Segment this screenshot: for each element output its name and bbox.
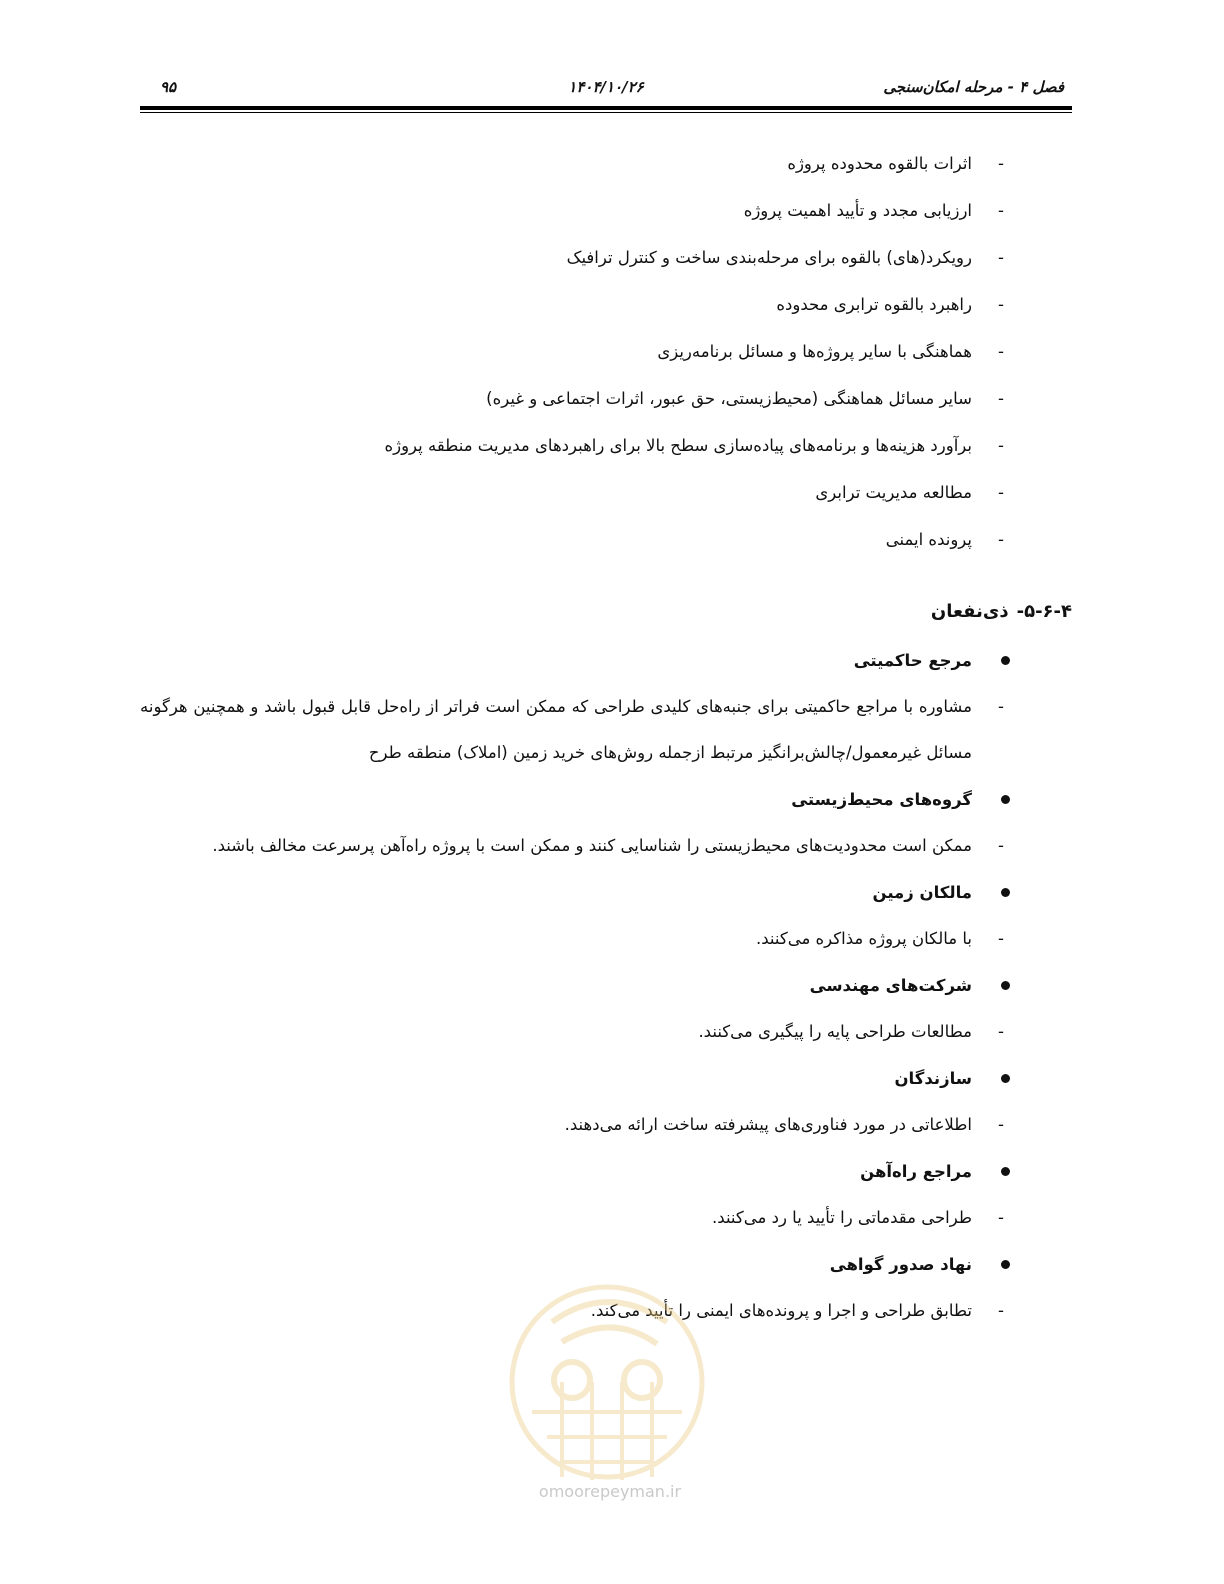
dash-marker: - bbox=[998, 1208, 1004, 1227]
list-item bbox=[140, 234, 1072, 281]
bullet-dot bbox=[1001, 795, 1010, 804]
list-item-text: رویکرد(های) بالقوه برای مرحله‌بندی ساخت و کنترل ترافیک bbox=[566, 248, 972, 267]
dash-marker: - bbox=[998, 342, 1004, 361]
list-item bbox=[140, 140, 1072, 187]
list-item bbox=[140, 187, 1072, 234]
stakeholder-text: طراحی مقدماتی را تأیید یا رد می‌کنند. bbox=[712, 1208, 972, 1227]
list-item bbox=[140, 516, 1072, 563]
list-item bbox=[140, 469, 1072, 516]
dash-marker: - bbox=[998, 154, 1004, 173]
bullet-dot bbox=[1001, 1167, 1010, 1176]
stakeholder-title: نهاد صدور گواهی bbox=[829, 1255, 972, 1274]
list-item bbox=[140, 422, 1072, 469]
stakeholder-text: با مالکان پروژه مذاکره می‌کنند. bbox=[755, 929, 972, 948]
dash-marker: - bbox=[998, 248, 1004, 267]
stakeholder-text: مطالعات طراحی پایه را پیگیری می‌کنند. bbox=[698, 1022, 972, 1041]
list-item-text: برآورد هزینه‌ها و برنامه‌های پیاده‌سازی سطح بالا برای راهبردهای مدیریت منطقه پروژه bbox=[384, 436, 972, 455]
dash-marker: - bbox=[998, 1022, 1004, 1041]
dash-marker: - bbox=[998, 295, 1004, 314]
chapter-title: فصل ۴ - مرحله امکان‌سنجی bbox=[883, 78, 1064, 96]
watermark-seal-icon bbox=[492, 1262, 722, 1502]
list-item-text: راهبرد بالقوه ترابری محدوده bbox=[776, 295, 972, 314]
bullet-dot bbox=[1001, 656, 1010, 665]
dash-marker: - bbox=[998, 1301, 1004, 1320]
stakeholder-description bbox=[140, 1009, 1072, 1055]
stakeholder-heading bbox=[140, 962, 1072, 1009]
page-body bbox=[140, 140, 1072, 1334]
stakeholder-description bbox=[140, 916, 1072, 962]
stakeholder-text: تطابق طراحی و اجرا و پرونده‌های ایمنی را تأیید می‌کند. bbox=[590, 1301, 972, 1320]
bullet-dot bbox=[1001, 1260, 1010, 1269]
stakeholder-heading bbox=[140, 869, 1072, 916]
dash-marker: - bbox=[998, 201, 1004, 220]
dash-marker: - bbox=[998, 1115, 1004, 1134]
section-heading bbox=[140, 587, 1072, 637]
stakeholder-title: مراجع راه‌آهن bbox=[860, 1162, 972, 1181]
stakeholder-title: مرجع حاکمیتی bbox=[853, 651, 972, 670]
stakeholder-heading bbox=[140, 1055, 1072, 1102]
stakeholder-title: گروه‌های محیط‌زیستی bbox=[791, 790, 972, 809]
bullet-dot bbox=[1001, 888, 1010, 897]
stakeholder-text: مشاوره با مراجع حاکمیتی برای جنبه‌های کلیدی طراحی که ممکن است فراتر از راه‌حل قابل قبول باشد و همچنین هرگونه مسائل غیرمعمول/چالش‌برانگیز مرتبط ازجمله روش‌های خرید زمین (املاک) منطقه طرح bbox=[140, 697, 972, 762]
bullet-dot bbox=[1001, 981, 1010, 990]
dash-marker: - bbox=[998, 389, 1004, 408]
stakeholder-description bbox=[140, 684, 1072, 776]
stakeholder-text: ممکن است محدودیت‌های محیط‌زیستی را شناسایی کنند و ممکن است با پروژه راه‌آهن پرسرعت مخالف باشند. bbox=[212, 836, 972, 855]
stakeholder-description bbox=[140, 823, 1072, 869]
stakeholder-description bbox=[140, 1102, 1072, 1148]
page-header bbox=[140, 72, 1072, 102]
list-item bbox=[140, 375, 1072, 422]
list-item-text: ارزیابی مجدد و تأیید اهمیت پروژه bbox=[743, 201, 972, 220]
dash-marker: - bbox=[998, 836, 1004, 855]
dash-marker: - bbox=[998, 483, 1004, 502]
dash-marker: - bbox=[998, 697, 1004, 716]
stakeholder-text: اطلاعاتی در مورد فناوری‌های پیشرفته ساخت ارائه می‌دهند. bbox=[564, 1115, 972, 1134]
section-number: ۵-۶-۴- bbox=[1016, 601, 1072, 622]
list-item-text: اثرات بالقوه محدوده پروژه bbox=[787, 154, 972, 173]
list-item-text: پرونده ایمنی bbox=[885, 530, 972, 549]
page-number: ۹۵ bbox=[160, 78, 177, 96]
stakeholder-title: شرکت‌های مهندسی bbox=[809, 976, 972, 995]
header-date: ۱۴۰۴/۱۰/۲۶ bbox=[568, 78, 644, 96]
stakeholder-title: مالکان زمین bbox=[872, 883, 972, 902]
dash-marker: - bbox=[998, 929, 1004, 948]
header-rule-thin bbox=[140, 112, 1072, 113]
stakeholder-title: سازندگان bbox=[894, 1069, 972, 1088]
bullet-dot bbox=[1001, 1074, 1010, 1083]
stakeholder-heading bbox=[140, 776, 1072, 823]
header-rule-thick bbox=[140, 106, 1072, 110]
list-item bbox=[140, 281, 1072, 328]
dash-marker: - bbox=[998, 436, 1004, 455]
stakeholder-description bbox=[140, 1195, 1072, 1241]
stakeholder-heading bbox=[140, 1148, 1072, 1195]
watermark-url: omoorepeyman.ir bbox=[538, 1482, 682, 1501]
list-item-text: هماهنگی با سایر پروژه‌ها و مسائل برنامه‌ریزی bbox=[657, 342, 972, 361]
stakeholder-heading bbox=[140, 637, 1072, 684]
list-item-text: مطالعه مدیریت ترابری bbox=[815, 483, 972, 502]
list-item-text: سایر مسائل هماهنگی (محیط‌زیستی، حق عبور، اثرات اجتماعی و غیره) bbox=[486, 389, 972, 408]
section-title: ذی‌نفعان bbox=[930, 601, 1009, 622]
dash-marker: - bbox=[998, 530, 1004, 549]
list-item bbox=[140, 328, 1072, 375]
